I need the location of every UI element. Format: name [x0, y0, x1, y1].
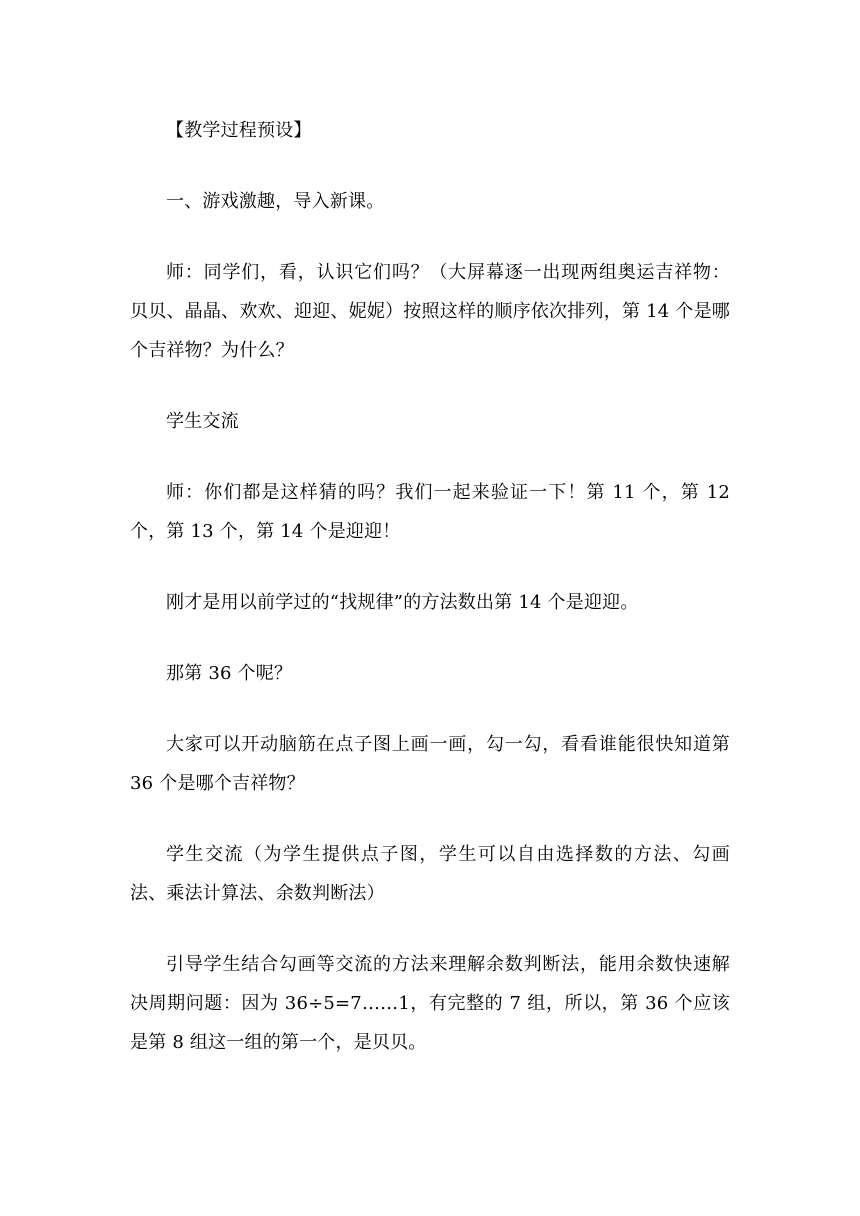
section-heading: 【教学过程预设】 — [166, 120, 312, 141]
document-page — [130, 111, 730, 1062]
paragraph-teacher-verify: 师：你们都是这样猜的吗？我们一起来验证一下！第 11 个，第 12 个，第 13 个，第 14 个是迎迎！ — [130, 482, 730, 542]
paragraph-find-pattern: 刚才是用以前学过的“找规律”的方法数出第 14 个是迎迎。 — [166, 592, 639, 613]
paragraph-remainder-method: 引导学生结合勾画等交流的方法来理解余数判断法，能用余数快速解决周期问题：因为 36÷5=7……1，有完整的 7 组，所以，第 36 个应该是第 8 组这一组的第一个，是贝贝。 — [130, 954, 730, 1053]
paragraph-dot-diagram: 大家可以开动脑筋在点子图上画一画，勾一勾，看看谁能很快知道第 36 个是哪个吉祥物？ — [130, 734, 730, 794]
paragraph-teacher-intro: 师：同学们，看，认识它们吗？（大屏幕逐一出现两组奥运吉祥物：贝贝、晶晶、欢欢、迎迎、妮妮）按照这样的顺序依次排列，第 14 个是哪个吉祥物？为什么？ — [130, 262, 730, 361]
paragraph-student-exchange: 学生交流 — [166, 411, 239, 432]
paragraph-student-methods: 学生交流（为学生提供点子图，学生可以自由选择数的方法、勾画法、乘法计算法、余数判断法） — [130, 844, 730, 904]
section-title-one: 一、游戏激趣，导入新课。 — [166, 191, 385, 212]
paragraph-question-36: 那第 36 个呢？ — [166, 663, 293, 684]
